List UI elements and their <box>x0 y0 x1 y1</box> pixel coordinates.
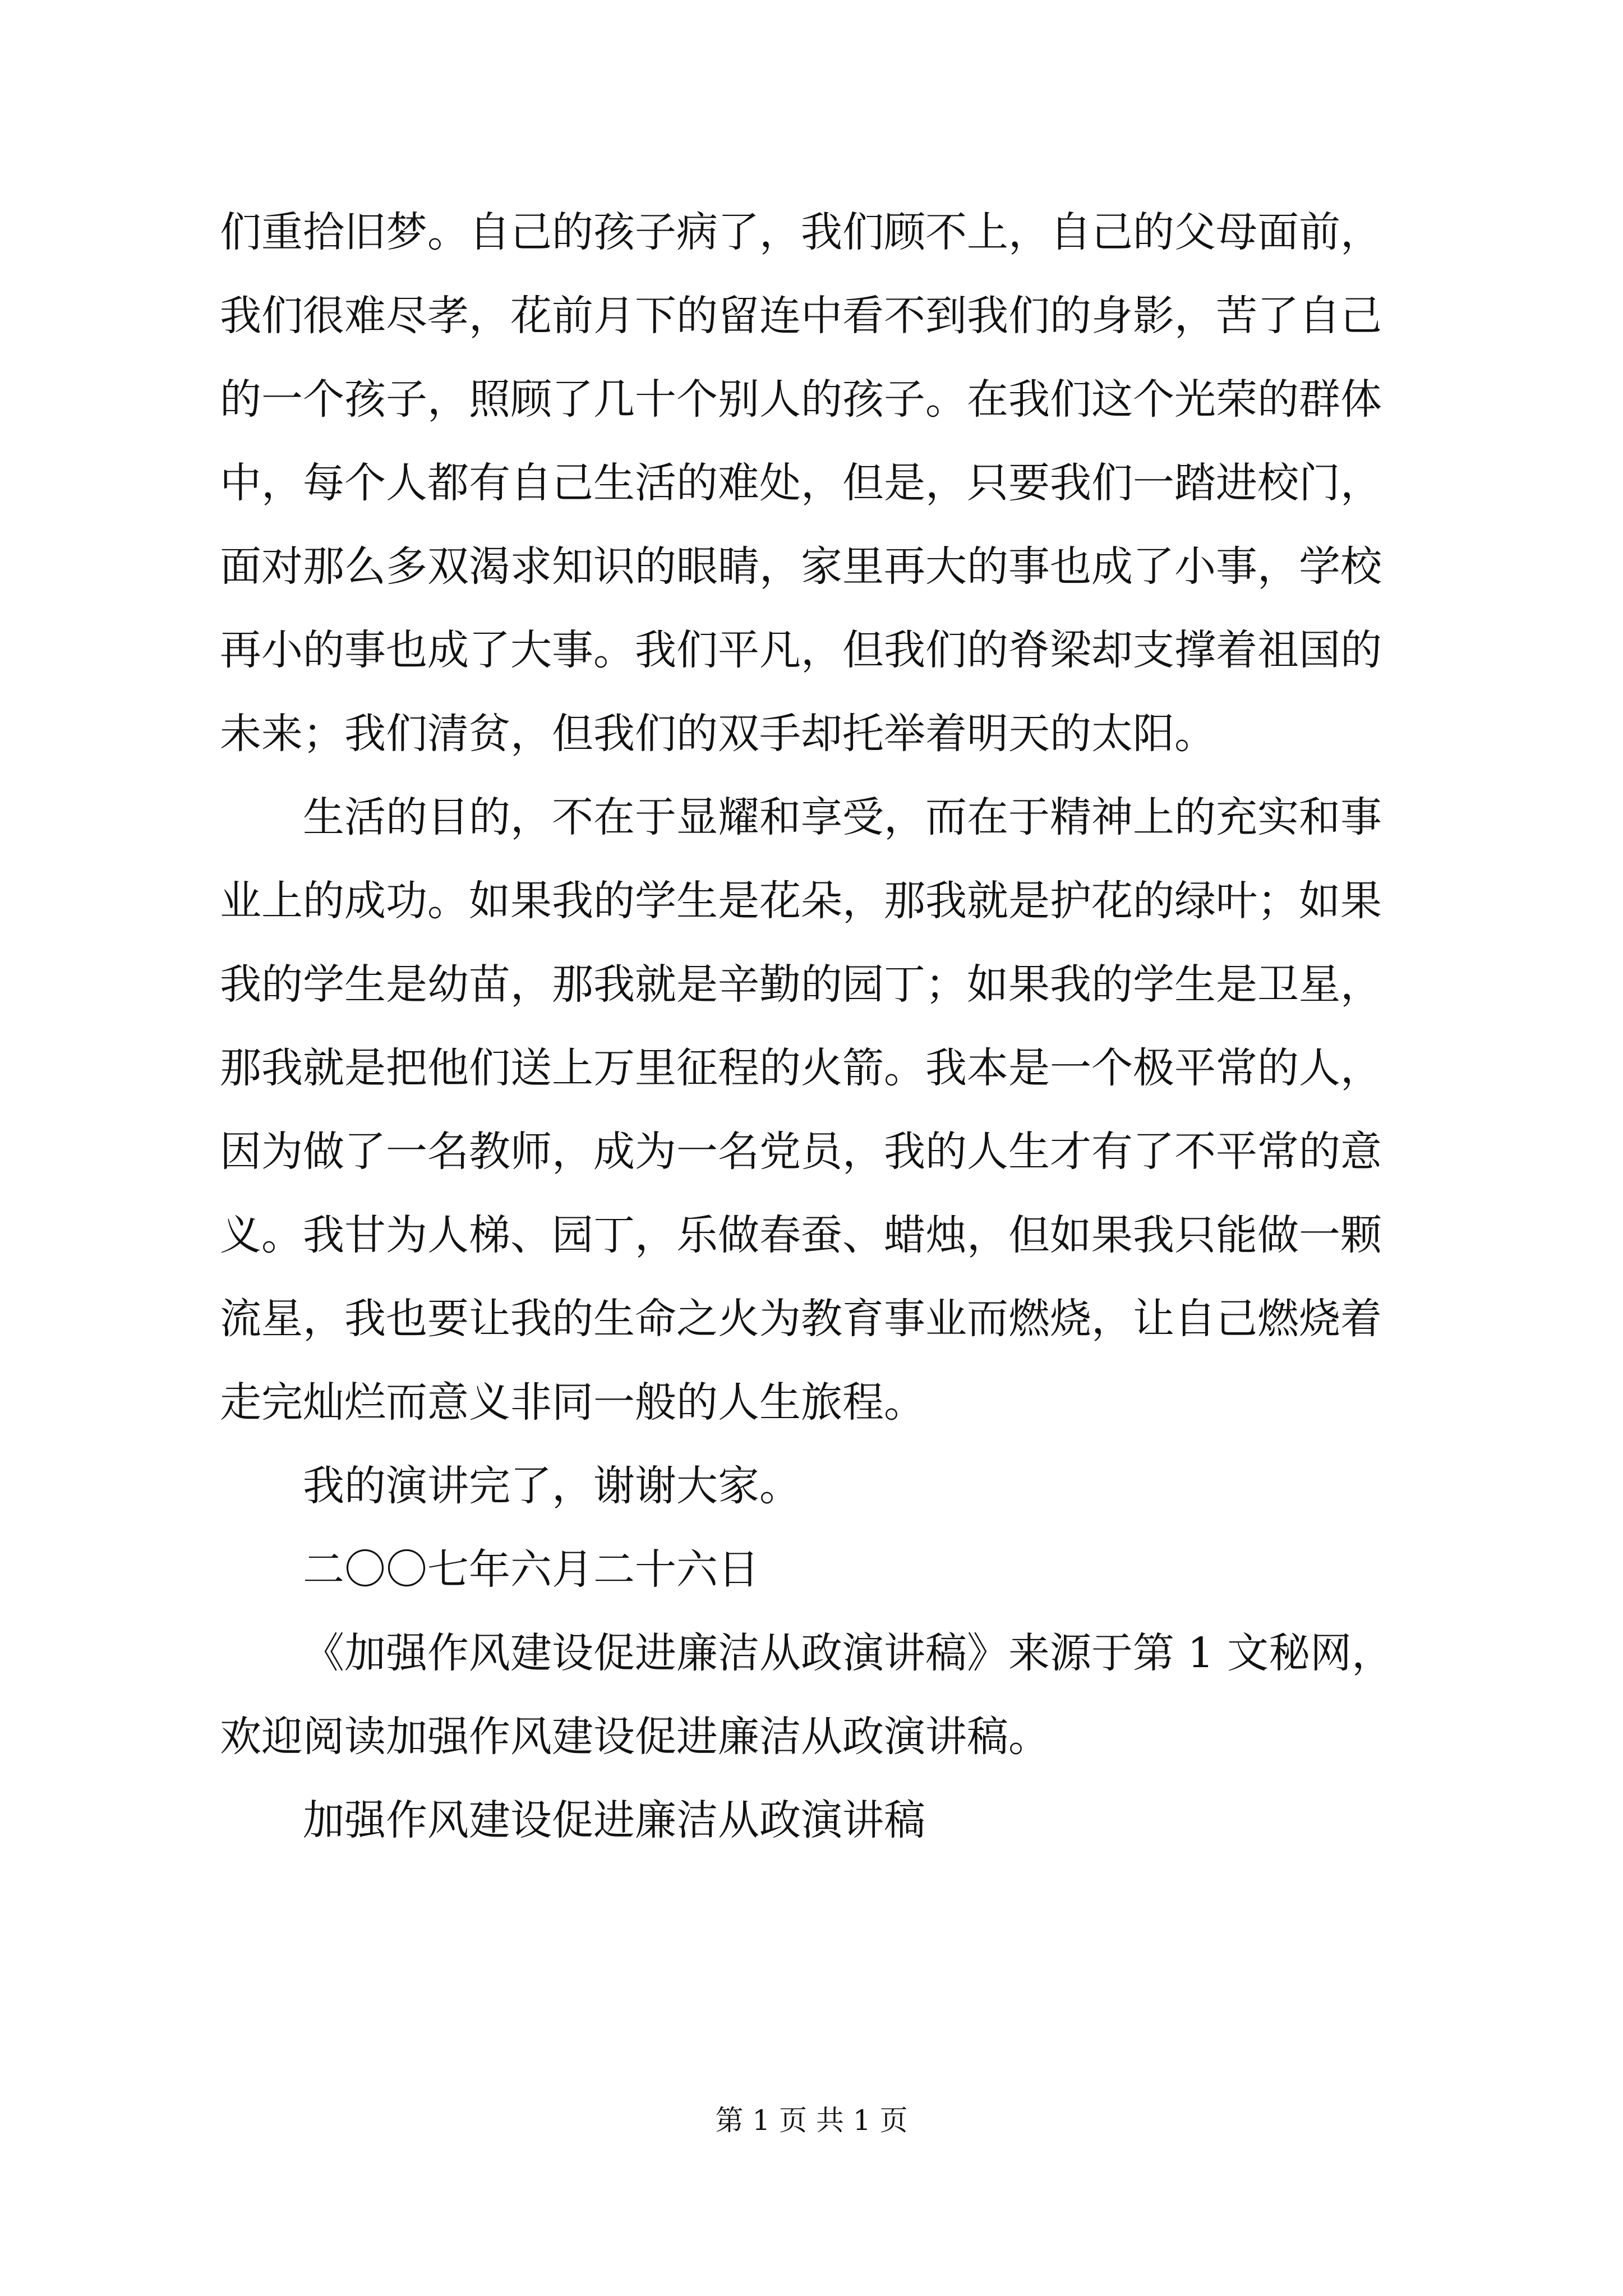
text-line: 我们很难尽孝，花前月下的留连中看不到我们的身影，苦了自己 <box>220 292 1382 340</box>
text-line: 流星，我也要让我的生命之火为教育事业而燃烧，让自己燃烧着 <box>220 1295 1382 1343</box>
closing-line: 我的演讲完了，谢谢大家。 <box>303 1462 801 1510</box>
text-line: 未来；我们清贫，但我们的双手却托举着明天的太阳。 <box>220 710 1216 758</box>
text-line: 们重拾旧梦。自己的孩子病了，我们顾不上，自己的父母面前， <box>220 208 1382 256</box>
page-footer: 第 1 页 共 1 页 <box>715 2104 908 2137</box>
text-line: 走完灿烂而意义非同一般的人生旅程。 <box>220 1378 925 1427</box>
text-line: 我的学生是幼苗，那我就是辛勤的园丁；如果我的学生是卫星， <box>220 960 1382 1009</box>
document-body <box>220 191 1403 1862</box>
text-line: 生活的目的，不在于显耀和享受，而在于精神上的充实和事 <box>303 793 1382 841</box>
text-line: 那我就是把他们送上万里征程的火箭。我本是一个极平常的人， <box>220 1044 1382 1092</box>
text-line: 的一个孩子，照顾了几十个别人的孩子。在我们这个光荣的群体 <box>220 375 1382 424</box>
article-title: 加强作风建设促进廉洁从政演讲稿 <box>303 1796 925 1844</box>
text-line: 业上的成功。如果我的学生是花朵，那我就是护花的绿叶；如果 <box>220 877 1382 925</box>
text-line: 因为做了一名教师，成为一名党员，我的人生才有了不平常的意 <box>220 1128 1382 1176</box>
text-line: 面对那么多双渴求知识的眼睛，家里再大的事也成了小事，学校 <box>220 542 1382 591</box>
source-line: 《加强作风建设促进廉洁从政演讲稿》来源于第 1 文秘网， <box>303 1629 1394 1677</box>
text-line: 中，每个人都有自己生活的难处，但是，只要我们一踏进校门， <box>220 459 1382 507</box>
text-line: 再小的事也成了大事。我们平凡，但我们的脊梁却支撑着祖国的 <box>220 626 1382 674</box>
date-line: 二〇〇七年六月二十六日 <box>303 1545 759 1594</box>
text-line: 义。我甘为人梯、园丁，乐做春蚕、蜡烛，但如果我只能做一颗 <box>220 1211 1382 1259</box>
source-line: 欢迎阅读加强作风建设促进廉洁从政演讲稿。 <box>220 1713 1050 1761</box>
